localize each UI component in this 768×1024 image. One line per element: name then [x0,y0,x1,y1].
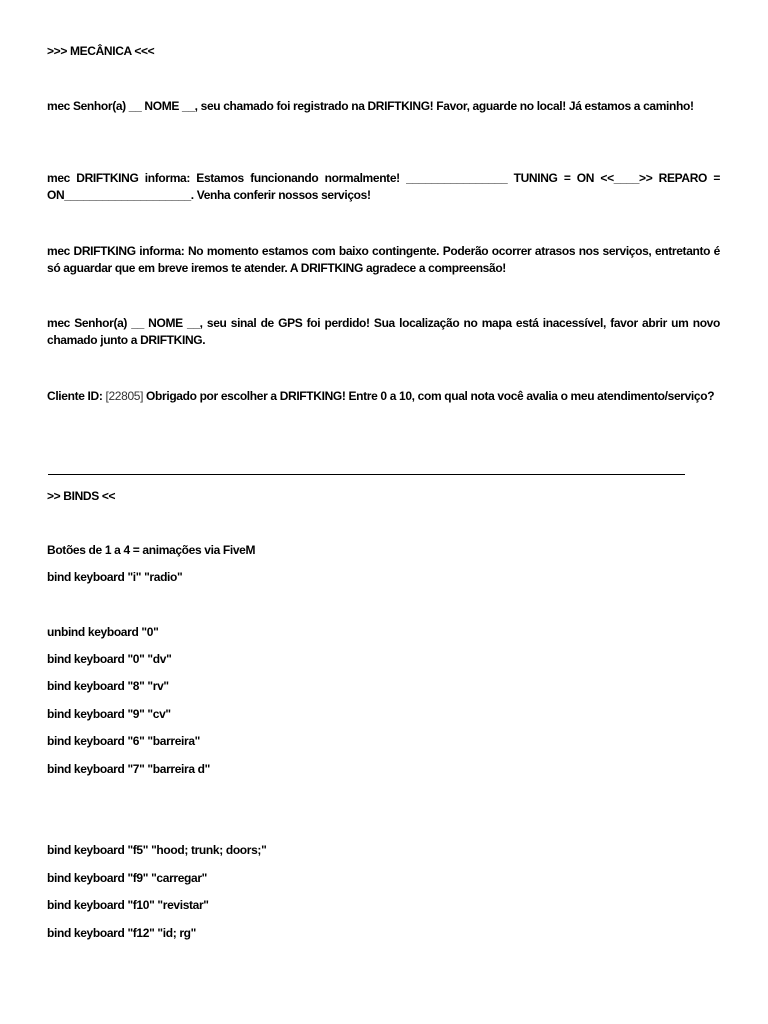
bind-radio: bind keyboard "i" "radio" [47,570,183,584]
heading-binds: >> BINDS << [47,489,116,503]
client-bracket-open: [ [105,389,109,403]
message-baixo-contingente: mec DRIFTKING informa: No momento estamos com baixo contingente. Poderão ocorrer atrasos nos serviços, entretanto é só aguardar que em breve iremos te atender. A DRIFTKING agradece a compreensão! [47,244,720,275]
message-cliente-avaliacao [47,388,720,405]
bind-line: bind keyboard "7" "barreira d" [47,762,210,776]
section-divider [48,474,685,475]
bind-line: bind keyboard "9" "cv" [47,707,171,721]
bind-line: bind keyboard "f10" "revistar" [47,898,209,912]
client-prefix: Cliente ID: [47,389,106,403]
message-funcionando-normalmente: mec DRIFTKING informa: Estamos funcionando normalmente! ________________ TUNING = ON <<____>> REPARO = ON____________________. Venha conferir nossos serviços! [47,171,720,202]
client-bracket-close: ] [140,389,144,403]
message-chamado-registrado: mec Senhor(a) __ NOME __, seu chamado foi registrado na DRIFTKING! Favor, aguarde no local! Já estamos a caminho! [47,99,694,113]
bind-line: bind keyboard "f5" "hood; trunk; doors;" [47,843,267,857]
bind-line: bind keyboard "6" "barreira" [47,734,201,748]
bind-line: bind keyboard "f12" "id; rg" [47,926,196,940]
client-id: 22805 [108,389,141,403]
bind-line: bind keyboard "0" "dv" [47,652,172,666]
binds-intro: Botões de 1 a 4 = animações via FiveM [47,543,256,557]
client-text: Obrigado por escolher a DRIFTKING! Entre 0 a 10, com qual nota você avalia o meu atendimento/serviço? [143,389,715,403]
bind-line: unbind keyboard "0" [47,625,159,639]
bind-line: bind keyboard "8" "rv" [47,679,169,693]
heading-mecanica: >>> MECÂNICA <<< [47,44,155,58]
message-gps-perdido: mec Senhor(a) __ NOME __, seu sinal de GPS foi perdido! Sua localização no mapa está inacessível, favor abrir um novo chamado junto a DRIFTKING. [47,316,720,347]
bind-line: bind keyboard "f9" "carregar" [47,871,207,885]
